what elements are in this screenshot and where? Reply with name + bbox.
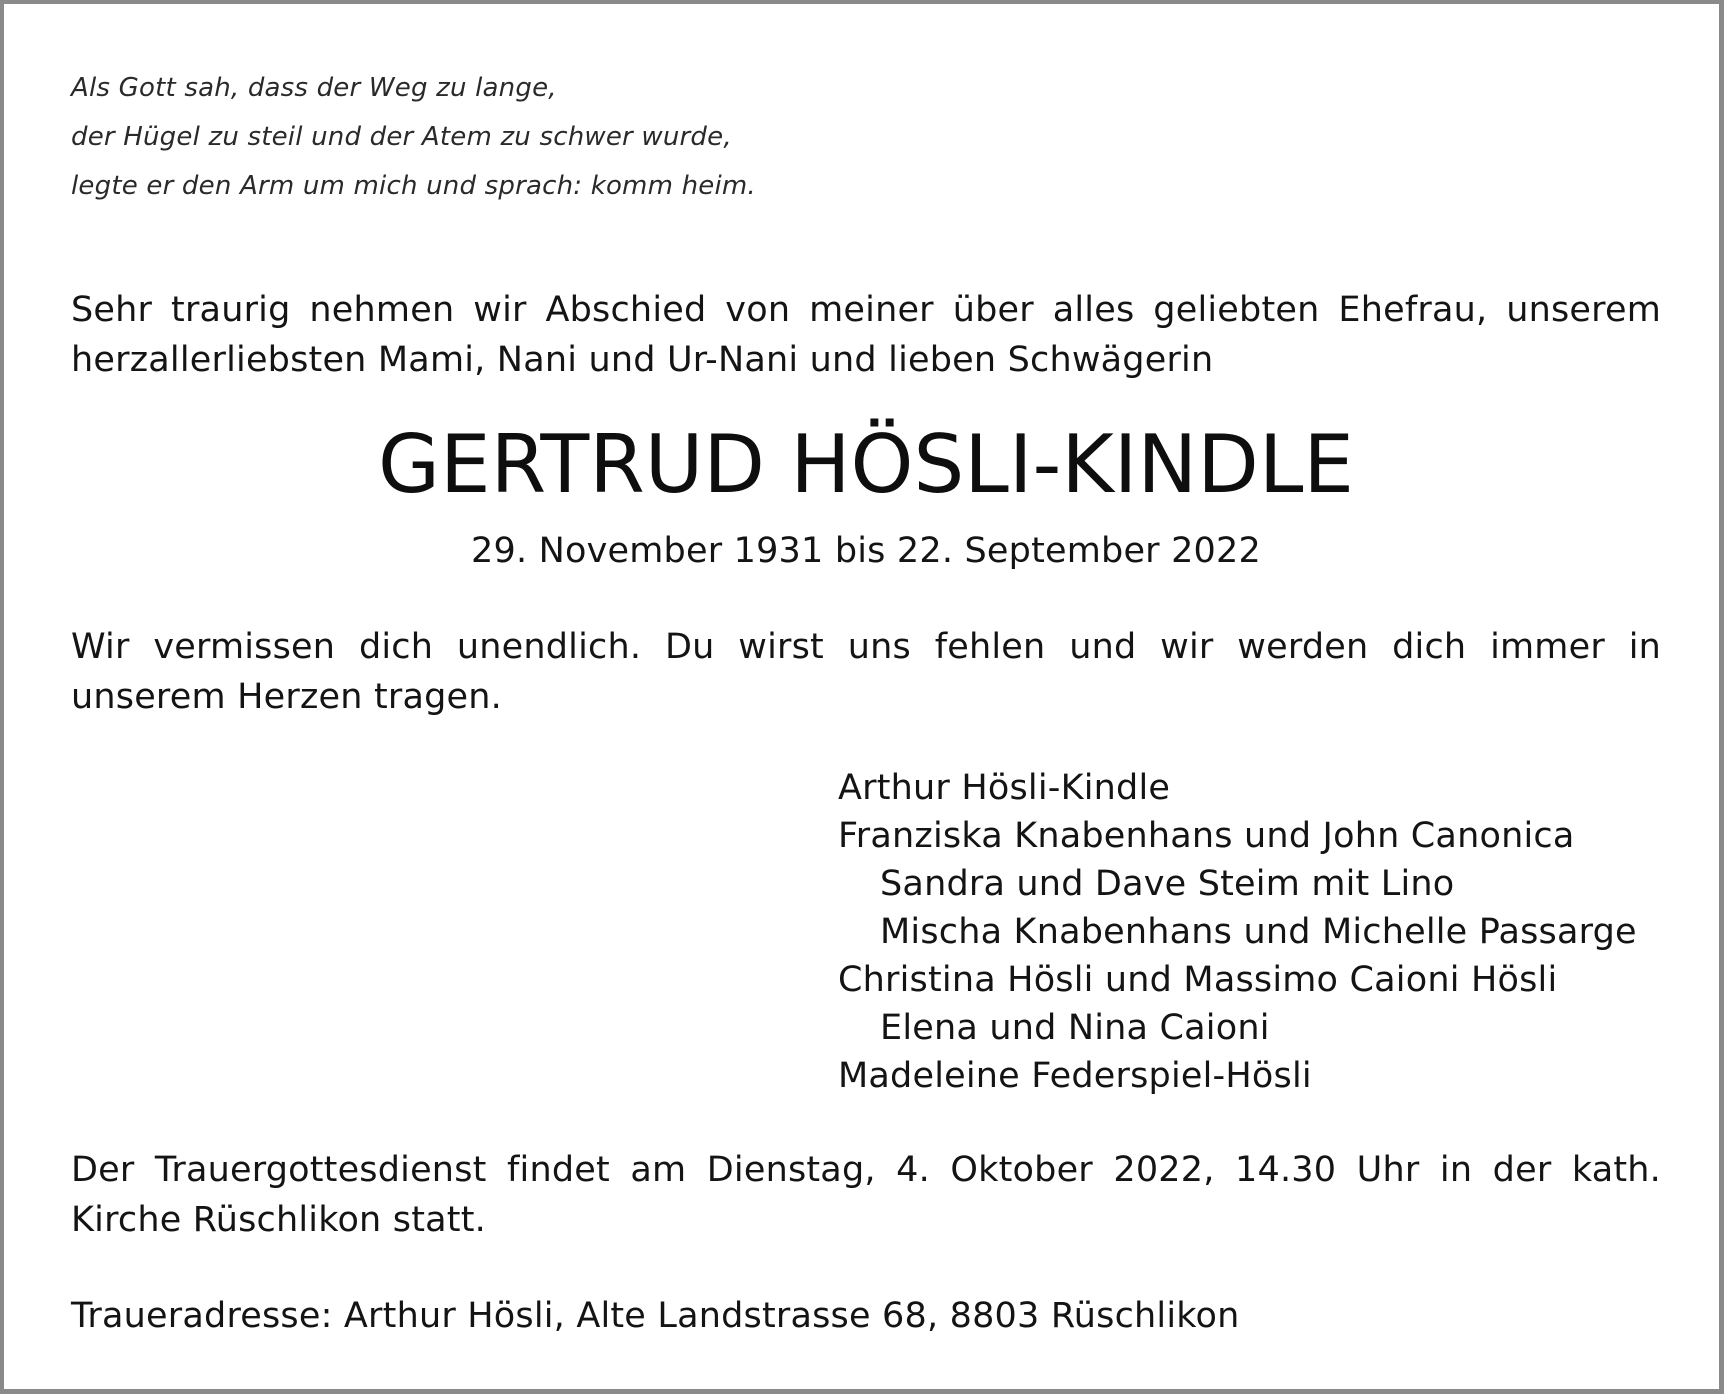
mourning-address: Traueradresse: Arthur Hösli, Alte Landstrasse 68, 8803 Rüschlikon bbox=[71, 1296, 1240, 1336]
mourners-list bbox=[838, 764, 1698, 1100]
deceased-name: GERTRUD HÖSLI-KINDLE bbox=[378, 418, 1354, 511]
mourner-name: Elena und Nina Caioni bbox=[880, 1008, 1270, 1048]
mourner-name: Madeleine Federspiel-Hösli bbox=[838, 1056, 1312, 1096]
mourner-name: Arthur Hösli-Kindle bbox=[838, 768, 1171, 808]
motto-line: legte er den Arm um mich und sprach: komm heim. bbox=[71, 171, 756, 201]
mourner-name: Mischa Knabenhans und Michelle Passarge bbox=[880, 912, 1637, 952]
life-dates: 29. November 1931 bis 22. September 2022 bbox=[471, 531, 1261, 571]
motto-line: der Hügel zu steil und der Atem zu schwer wurde, bbox=[71, 122, 732, 152]
service-announcement: Der Trauergottesdienst findet am Dienstag, 4. Oktober 2022, 14.30 Uhr in der kath. Kirche Rüschlikon statt. bbox=[71, 1150, 1661, 1240]
mourner-name: Christina Hösli und Massimo Caioni Hösli bbox=[838, 960, 1558, 1000]
farewell-text: Wir vermissen dich unendlich. Du wirst uns fehlen und wir werden dich immer in unserem Herzen tragen. bbox=[71, 627, 1661, 717]
intro-text: Sehr traurig nehmen wir Abschied von meiner über alles geliebten Ehefrau, unserem herzallerliebsten Mami, Nani und Ur-Nani und lieben Schwägerin bbox=[71, 290, 1661, 380]
mourner-name: Sandra und Dave Steim mit Lino bbox=[880, 864, 1455, 904]
motto-line: Als Gott sah, dass der Weg zu lange, bbox=[71, 73, 557, 103]
mourner-name: Franziska Knabenhans und John Canonica bbox=[838, 816, 1575, 856]
motto-verse bbox=[71, 64, 971, 211]
